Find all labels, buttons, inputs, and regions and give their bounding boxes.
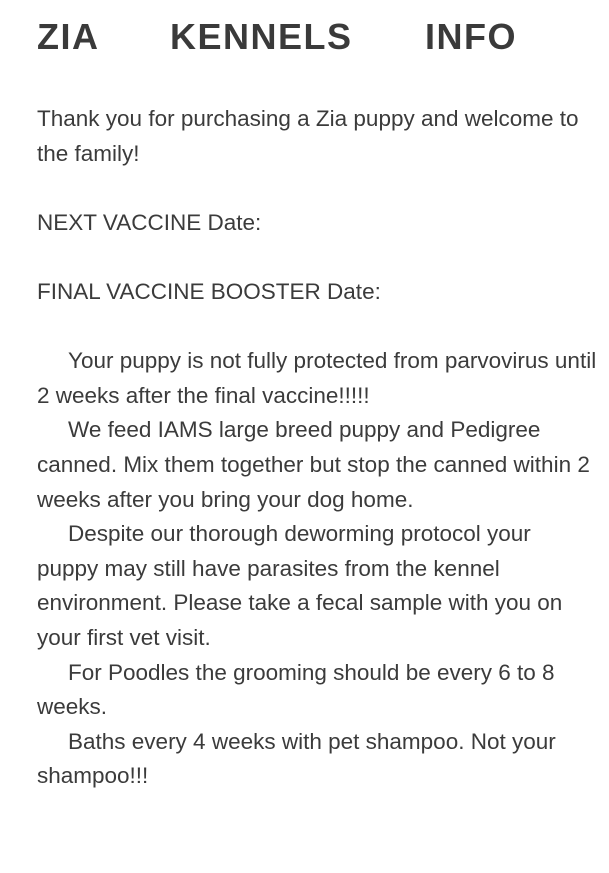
page-title bbox=[37, 14, 527, 60]
deworming-note: Despite our thorough deworming protocol your puppy may still have parasites from the kennel environment. Please take a fecal sample with you on your first vet visit. bbox=[37, 521, 563, 650]
info-content bbox=[37, 102, 597, 794]
next-vaccine-date: NEXT VACCINE Date: bbox=[37, 209, 262, 235]
title-word-kennels: KENNELS bbox=[170, 16, 353, 57]
parvovirus-note: Your puppy is not fully protected from parvovirus until 2 weeks after the final vaccine!!!!! bbox=[37, 348, 597, 408]
welcome-text: Thank you for purchasing a Zia puppy and welcome to the family! bbox=[37, 106, 579, 166]
title-word-info: INFO bbox=[425, 16, 517, 57]
bathing-note: Baths every 4 weeks with pet shampoo. Not your shampoo!!! bbox=[37, 728, 556, 789]
grooming-note: For Poodles the grooming should be every 6 to 8 weeks. bbox=[37, 659, 555, 720]
spacer bbox=[37, 310, 597, 345]
feeding-note: We feed IAMS large breed puppy and Pedigree canned. Mix them together but stop the canned within 2 weeks after you bring your dog home. bbox=[37, 417, 590, 512]
spacer bbox=[37, 240, 597, 275]
title-word-zia: ZIA bbox=[37, 16, 100, 57]
spacer bbox=[37, 171, 597, 206]
final-vaccine-booster-date: FINAL VACCINE BOOSTER Date: bbox=[37, 278, 381, 304]
